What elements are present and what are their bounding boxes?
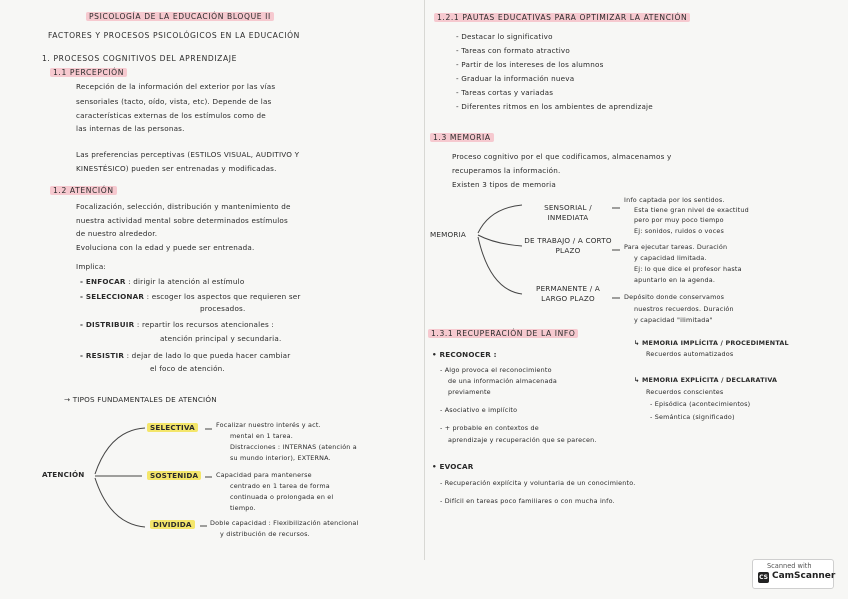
tipos-atencion-heading: → TIPOS FUNDAMENTALES DE ATENCIÓN bbox=[64, 395, 217, 404]
evocar-item: - Recuperación explícita y voluntaria de un conocimiento. bbox=[440, 479, 636, 487]
atencion-branch-bottom bbox=[95, 478, 145, 527]
permanente-desc: nuestros recuerdos. Duración bbox=[634, 305, 734, 313]
evocar-label: • EVOCAR bbox=[432, 462, 474, 471]
trabajo-desc: Ej: lo que dice el profesor hasta bbox=[634, 265, 742, 273]
atencion-root-label: ATENCIÓN bbox=[42, 470, 85, 479]
pautas-item: - Tareas cortas y variadas bbox=[456, 88, 554, 97]
reconocer-item: - Asociativo e implícito bbox=[440, 406, 518, 414]
pautas-item: - Diferentes ritmos en los ambientes de aprendizaje bbox=[456, 102, 653, 111]
percepcion-line: las internas de las personas. bbox=[76, 124, 185, 133]
section-1-heading: 1. PROCESOS COGNITIVOS DEL APRENDIZAJE bbox=[42, 54, 237, 63]
pautas-heading: 1.2.1 PAUTAS EDUCATIVAS PARA OPTIMIZAR LA ATENCIÓN bbox=[434, 13, 690, 23]
percepcion-line: sensoriales (tacto, oído, vista, etc). Depende de las bbox=[76, 97, 272, 106]
implica-label: Implica: bbox=[76, 262, 107, 271]
sostenida-desc: centrado en 1 tarea de forma bbox=[230, 482, 330, 490]
implica-desc-cont: el foco de atención. bbox=[150, 364, 225, 373]
pautas-item: - Tareas con formato atractivo bbox=[456, 46, 570, 55]
sostenida-desc: Capacidad para mantenerse bbox=[216, 471, 312, 479]
implica-item bbox=[80, 292, 301, 302]
atencion-line: nuestra actividad mental sobre determinados estímulos bbox=[76, 216, 288, 225]
atencion-line: de nuestro alrededor. bbox=[76, 229, 158, 238]
memoria-permanente-label: PERMANENTE / A LARGO PLAZO bbox=[536, 284, 600, 303]
reconocer-item: previamente bbox=[448, 388, 491, 396]
page-title: PSICOLOGÍA DE LA EDUCACIÓN BLOQUE II bbox=[86, 12, 274, 22]
implica-desc: : repartir los recursos atencionales : bbox=[136, 320, 274, 329]
implica-desc: : dejar de lado lo que pueda hacer cambiar bbox=[126, 351, 291, 360]
percepcion-line: Recepción de la información del exterior por las vías bbox=[76, 82, 276, 91]
camscanner-brand: CamScanner bbox=[772, 571, 836, 581]
selectiva-label: SELECTIVA bbox=[147, 423, 198, 433]
sostenida-desc: continuada o prolongada en el bbox=[230, 493, 334, 501]
memoria-explicita-sub: - Semántica (significado) bbox=[650, 413, 735, 421]
camscanner-badge bbox=[752, 559, 834, 589]
memoria-heading: 1.3 MEMORIA bbox=[430, 133, 494, 143]
sostenida-desc: tiempo. bbox=[230, 504, 256, 512]
sensorial-desc: Esta tiene gran nivel de exactitud bbox=[634, 206, 749, 214]
implica-item bbox=[80, 351, 290, 361]
evocar-item: - Difícil en tareas poco familiares o con mucha info. bbox=[440, 497, 615, 505]
reconocer-item: de una información almacenada bbox=[448, 377, 558, 385]
implica-item bbox=[80, 320, 274, 330]
selectiva-desc: Distracciones : INTERNAS (atención a bbox=[230, 443, 357, 451]
dividida-desc: y distribución de recursos. bbox=[220, 530, 310, 538]
dividida-desc: Doble capacidad : Flexibilización atencional bbox=[210, 519, 359, 527]
memoria-explicita-sub: - Episódica (acontecimientos) bbox=[650, 400, 751, 408]
sensorial-desc: Ej: sonidos, ruidos o voces bbox=[634, 227, 725, 235]
pautas-item: - Destacar lo significativo bbox=[456, 32, 553, 41]
percepcion-line: KINESTÉSICO) pueden ser entrenadas y modificadas. bbox=[76, 164, 277, 173]
sensorial-desc: Info captada por los sentidos. bbox=[624, 196, 725, 204]
sostenida-label: SOSTENIDA bbox=[147, 471, 201, 481]
memoria-line: Proceso cognitivo por el que codificamos, almacenamos y bbox=[452, 152, 672, 161]
memoria-explicita-desc: Recuerdos conscientes bbox=[646, 388, 724, 396]
memoria-trabajo-label: DE TRABAJO / A CORTO PLAZO bbox=[524, 236, 612, 255]
implica-desc: : escoger los aspectos que requieren ser bbox=[146, 292, 301, 301]
reconocer-item: - Algo provoca el reconocimiento bbox=[440, 366, 552, 374]
implica-desc: : dirigir la atención al estímulo bbox=[128, 277, 245, 286]
percepcion-line: Las preferencias perceptivas (ESTILOS VISUAL, AUDITIVO Y bbox=[76, 150, 300, 159]
implica-desc-cont: procesados. bbox=[200, 304, 246, 313]
permanente-desc: Depósito donde conservamos bbox=[624, 293, 725, 301]
pautas-item: - Graduar la información nueva bbox=[456, 74, 575, 83]
reconocer-item: - + probable en contextos de bbox=[440, 424, 539, 432]
implica-term: - RESISTIR bbox=[80, 351, 125, 360]
implica-desc-cont: atención principal y secundaria. bbox=[160, 334, 282, 343]
percepcion-line: características externas de los estímulos como de bbox=[76, 111, 266, 120]
memoria-sensorial-label: SENSORIAL / INMEDIATA bbox=[544, 203, 592, 222]
sensorial-desc: pero por muy poco tiempo bbox=[634, 216, 724, 224]
selectiva-desc: su mundo interior), EXTERNA. bbox=[230, 454, 331, 462]
trabajo-desc: apuntarlo en la agenda. bbox=[634, 276, 716, 284]
trabajo-desc: Para ejecutar tareas. Duración bbox=[624, 243, 728, 251]
permanente-desc: y capacidad "ilimitada" bbox=[634, 316, 713, 324]
atencion-line: Focalización, selección, distribución y mantenimiento de bbox=[76, 202, 291, 211]
dividida-label: DIVIDIDA bbox=[150, 520, 195, 530]
reconocer-label: • RECONOCER : bbox=[432, 350, 497, 359]
memoria-line: recuperamos la información. bbox=[452, 166, 561, 175]
memoria-explicita-title: ↳ MEMORIA EXPLÍCITA / DECLARATIVA bbox=[634, 376, 778, 384]
page-subtitle: FACTORES Y PROCESOS PSICOLÓGICOS EN LA EDUCACIÓN bbox=[48, 31, 300, 40]
implica-item bbox=[80, 277, 244, 287]
atencion-heading: 1.2 ATENCIÓN bbox=[50, 186, 117, 196]
recuperacion-heading: 1.3.1 RECUPERACIÓN DE LA INFO bbox=[428, 329, 578, 339]
memoria-line: Existen 3 tipos de memoria bbox=[452, 180, 556, 189]
percepcion-heading: 1.1 PERCEPCIÓN bbox=[50, 68, 127, 78]
selectiva-desc: Focalizar nuestro interés y act. bbox=[216, 421, 321, 429]
scanned-with-label: Scanned with bbox=[767, 562, 812, 570]
implica-term: - SELECCIONAR bbox=[80, 292, 145, 301]
trabajo-desc: y capacidad limitada. bbox=[634, 254, 707, 262]
pautas-item: - Partir de los intereses de los alumnos bbox=[456, 60, 604, 69]
atencion-line: Evoluciona con la edad y puede ser entrenada. bbox=[76, 243, 255, 252]
memoria-branch-mid bbox=[478, 235, 522, 246]
implica-term: - DISTRIBUIR bbox=[80, 320, 135, 329]
memoria-implicita-desc: Recuerdos automatizados bbox=[646, 350, 734, 358]
reconocer-item: aprendizaje y recuperación que se parecen. bbox=[448, 436, 597, 444]
camscanner-logo-icon: CS bbox=[759, 574, 768, 581]
memoria-root-label: MEMORIA bbox=[430, 230, 467, 239]
memoria-branch-top bbox=[478, 205, 522, 233]
memoria-implicita-title: ↳ MEMORIA IMPLÍCITA / PROCEDIMENTAL bbox=[634, 339, 789, 347]
atencion-branch-top bbox=[95, 428, 145, 474]
selectiva-desc: mental en 1 tarea. bbox=[230, 432, 293, 440]
implica-term: - ENFOCAR bbox=[80, 277, 126, 286]
